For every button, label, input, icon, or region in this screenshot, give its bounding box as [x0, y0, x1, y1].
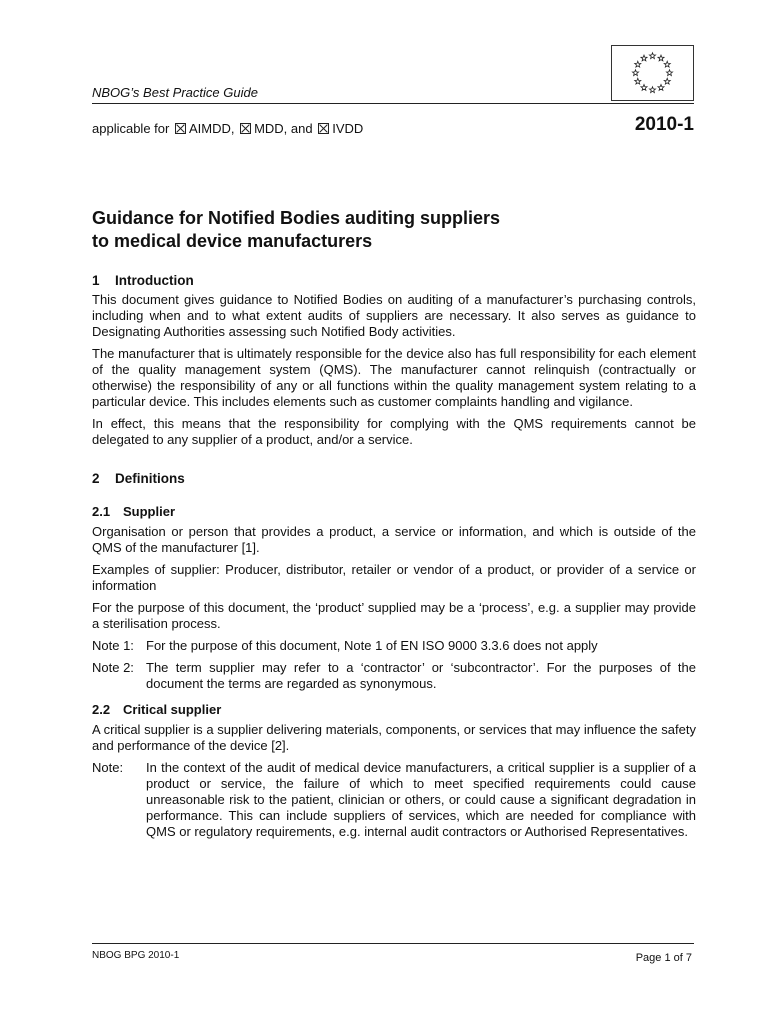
section-number: 1 — [92, 273, 100, 288]
section-2-heading — [92, 471, 696, 487]
star-icon — [635, 61, 641, 67]
checked-box-icon — [318, 123, 329, 134]
directive-mdd: MDD, and — [254, 121, 313, 136]
title-line-2: to medical device manufacturers — [92, 231, 373, 251]
section-title: Definitions — [115, 471, 185, 486]
subsection-number: 2.2 — [92, 702, 111, 717]
subsection-title: Critical supplier — [123, 702, 222, 717]
paragraph: A critical supplier is a supplier delivering materials, components, or services that may influence the safety and performance of the device [2]. — [92, 722, 696, 753]
note-label: Note 1: — [92, 638, 134, 653]
paragraph: In effect, this means that the responsibility for complying with the QMS requirements cannot be delegated to any supplier of a product, and/or a service. — [92, 416, 696, 447]
section-title: Introduction — [115, 273, 194, 288]
directive-aimdd: AIMDD, — [188, 121, 235, 136]
star-icon — [664, 61, 670, 67]
paragraph: This document gives guidance to Notified Bodies on auditing of a manufacturer’s purchasing controls, including when and to what extent audits of suppliers are necessary. It also serves as guidance to Designating Authorities assessing such Notified Body activities. — [92, 292, 696, 339]
section-number: 2 — [92, 471, 100, 486]
footer-doc-id: NBOG BPG 2010-1 — [92, 950, 180, 961]
eu-stars-icon — [612, 46, 693, 100]
paragraph: Organisation or person that provides a product, a service or information, and which is outside of the QMS of the manufacturer [1]. — [92, 524, 696, 555]
page-number: Page 1 of 7 — [635, 952, 692, 964]
note-label: Note 2: — [92, 660, 134, 675]
subsection-2-1-heading — [92, 504, 696, 520]
note-text: In the context of the audit of medical device manufacturers, a critical supplier is a supplier of a product or service, the failure of which to meet specified requirements could cause unreasonable risk to the patient, clinician or others, or could cause a significant degradation in performance. This can include suppliers of services, which are needed for compliance with QMS or regulatory requirements, e.g. internal audit contractors or Authorised Representatives. — [146, 760, 696, 839]
star-icon — [666, 70, 672, 76]
star-icon — [649, 53, 655, 59]
star-icon — [632, 70, 638, 76]
star-icon — [649, 87, 655, 93]
star-icon — [658, 55, 664, 61]
document-body — [92, 207, 696, 846]
eu-flag-logo — [611, 45, 694, 101]
note — [92, 638, 696, 654]
footer-divider — [92, 943, 694, 944]
paragraph: The manufacturer that is ultimately responsible for the device also has full responsibility for each element of the quality management system (QMS). The manufacturer cannot relinquish (contractually or otherwise) the responsibility of any or all functions within the quality management system relating to a particular device. This includes elements such as customer complaints handling and vigilance. — [92, 346, 696, 409]
note-text: For the purpose of this document, Note 1 of EN ISO 9000 3.3.6 does not apply — [146, 638, 598, 653]
document-title — [92, 207, 696, 253]
star-icon — [635, 78, 641, 84]
header-divider — [92, 103, 694, 104]
subsection-title: Supplier — [123, 504, 176, 519]
applicability-line — [92, 121, 363, 136]
checked-box-icon — [240, 123, 251, 134]
note-text: The term supplier may refer to a ‘contractor’ or ‘subcontractor’. For the purposes of the document the terms are regarded as synonymous. — [146, 660, 696, 691]
document-number: 2010-1 — [634, 114, 694, 135]
directive-ivdd: IVDD — [332, 121, 364, 136]
star-icon — [664, 78, 670, 84]
guide-label: NBOG’s Best Practice Guide — [92, 85, 258, 100]
note — [92, 660, 696, 692]
note-label: Note: — [92, 760, 124, 775]
paragraph: Examples of supplier: Producer, distributor, retailer or vendor of a product, or provider of a service or information — [92, 562, 696, 593]
star-icon — [641, 85, 647, 91]
checked-box-icon — [175, 123, 186, 134]
title-line-1: Guidance for Notified Bodies auditing suppliers — [92, 208, 501, 228]
paragraph: For the purpose of this document, the ‘product’ supplied may be a ‘process’, e.g. a supplier may provide a sterilisation process. — [92, 600, 696, 631]
star-icon — [641, 55, 647, 61]
subsection-number: 2.1 — [92, 504, 111, 519]
star-icon — [658, 85, 664, 91]
section-1-heading — [92, 273, 696, 289]
applicable-prefix: applicable for — [92, 121, 170, 136]
subsection-2-2-heading — [92, 702, 696, 718]
note — [92, 760, 696, 840]
